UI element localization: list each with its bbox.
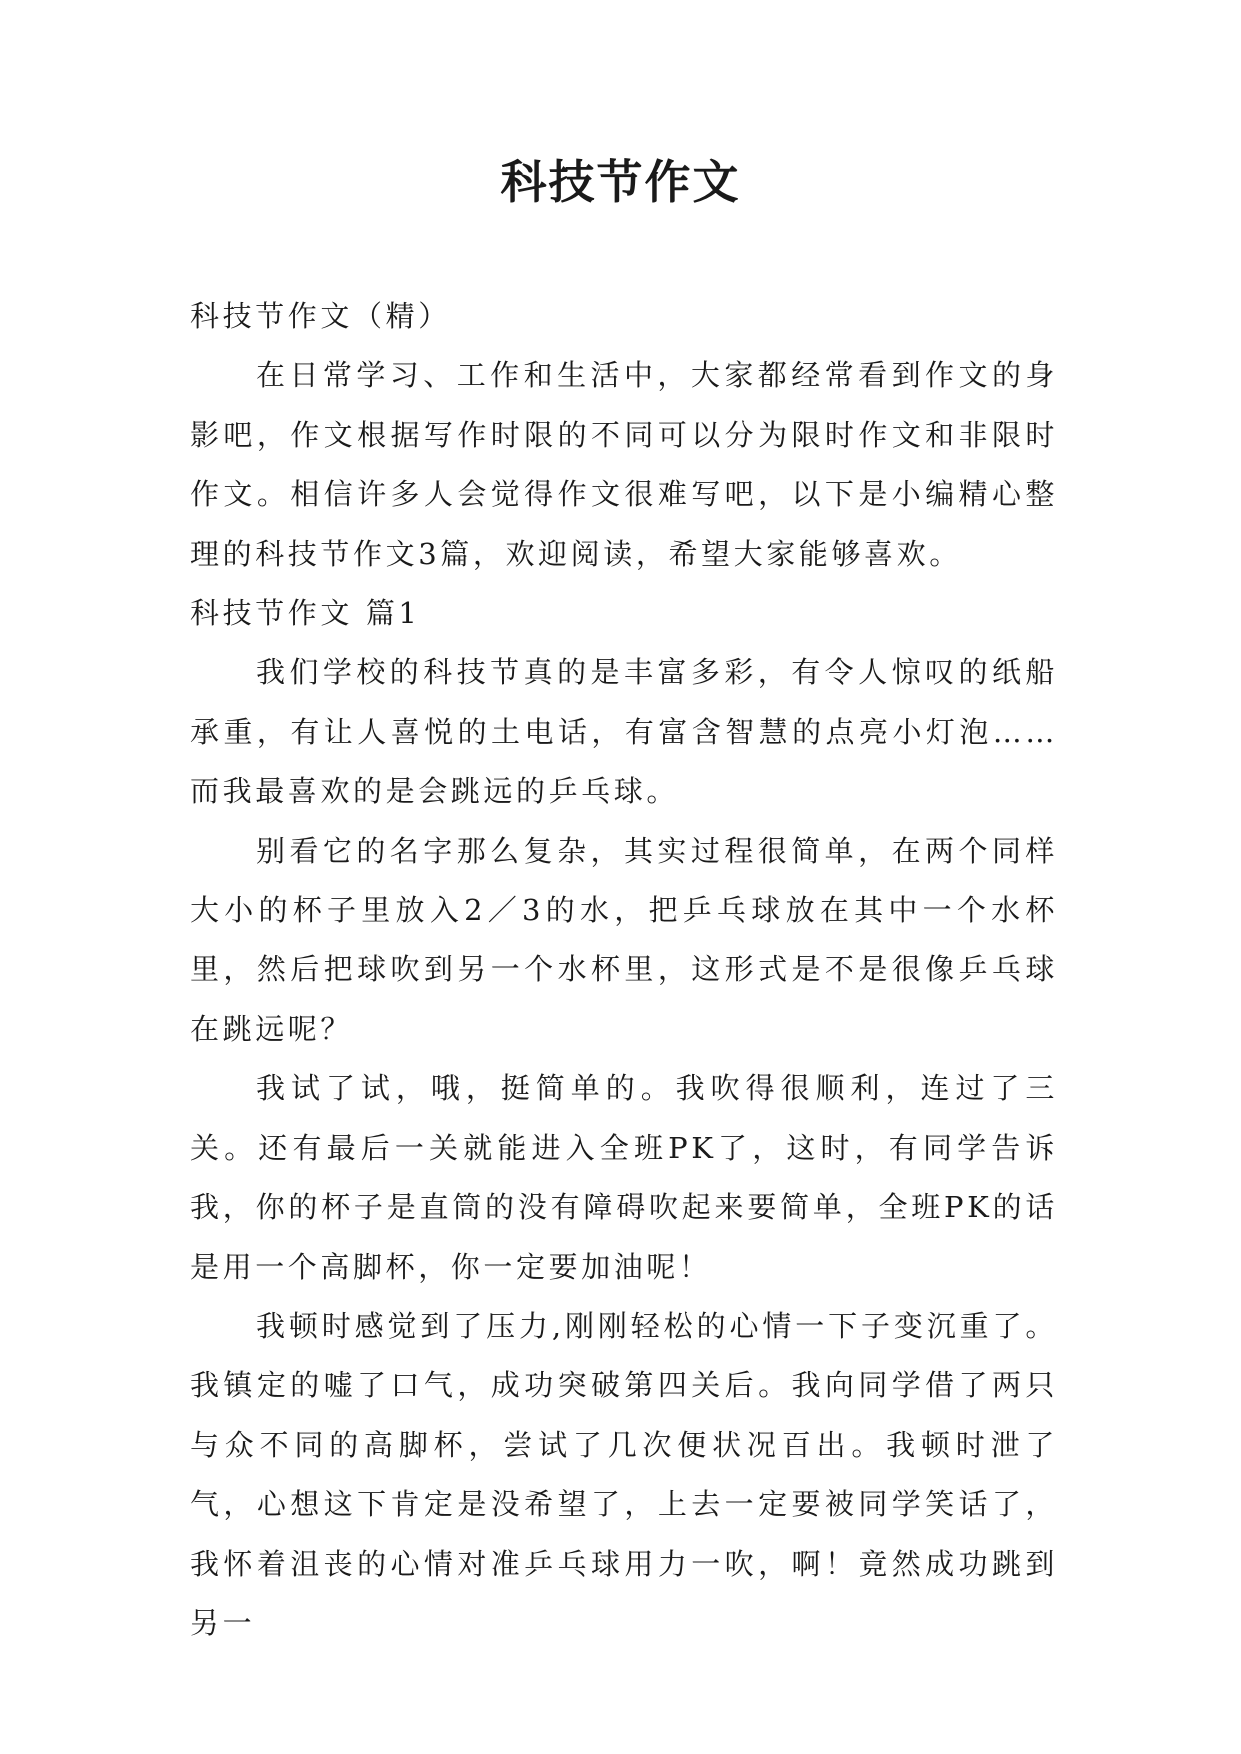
document-title: 科技节作文 (500, 155, 741, 209)
body-paragraph-4: 我顿时感觉到了压力,刚刚轻松的心情一下子变沉重了。我镇定的嘘了口气，成功突破第四关后。我向同学借了两只与众不同的高脚杯，尝试了几次便状况百出。我顿时泄了气，心想这下肯定是没希望了，上去一定要被同学笑话了，我怀着沮丧的心情对准乒乓球用力一吹，啊！竟然成功跳到另一 (190, 1308, 1058, 1640)
body-paragraph-3: 我试了试，哦，挺简单的。我吹得很顺利，连过了三关。还有最后一关就能进入全班PK了，这时，有同学告诉我，你的杯子是直筒的没有障碍吹起来要简单，全班PK的话是用一个高脚杯，你一定要加油呢！ (190, 1071, 1058, 1284)
section-heading: 科技节作文 篇1 (190, 596, 421, 631)
document-body (190, 287, 1058, 1653)
intro-paragraph: 在日常学习、工作和生活中，大家都经常看到作文的身影吧，作文根据写作时限的不同可以分为限时作文和非限时作文。相信许多人会觉得作文很难写吧，以下是小编精心整理的科技节作文3篇，欢迎阅读，希望大家能够喜欢。 (190, 358, 1058, 571)
document-subtitle: 科技节作文（精） (190, 299, 451, 333)
body-paragraph-2: 别看它的名字那么复杂，其实过程很简单，在两个同样大小的杯子里放入2／3的水，把乒乓球放在其中一个水杯里，然后把球吹到另一个水杯里，这形式是不是很像乒乓球在跳远呢？ (190, 833, 1058, 1046)
body-paragraph-1: 我们学校的科技节真的是丰富多彩，有令人惊叹的纸船承重，有让人喜悦的土电话，有富含智慧的点亮小灯泡……而我最喜欢的是会跳远的乒乓球。 (190, 655, 1058, 809)
